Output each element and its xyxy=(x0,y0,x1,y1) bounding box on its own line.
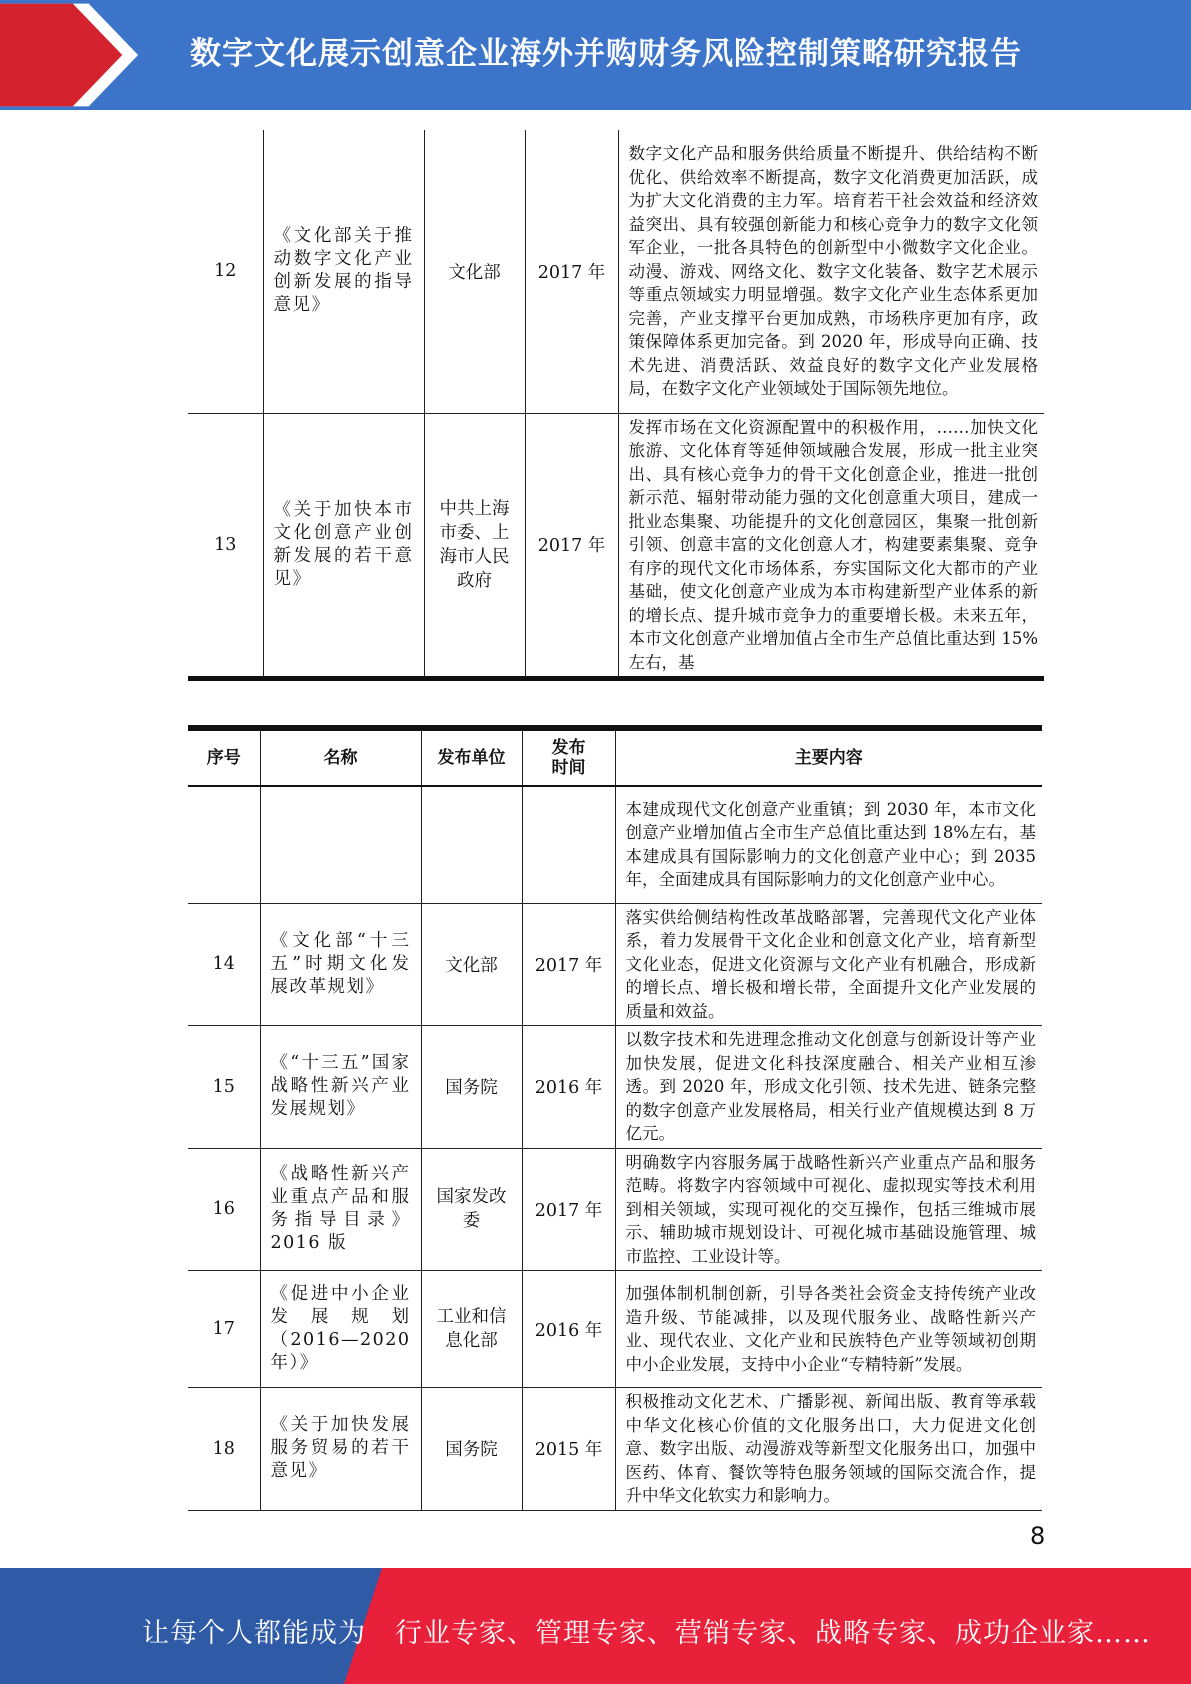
page-header xyxy=(0,0,1191,110)
row-number: 18 xyxy=(188,1388,260,1511)
row-number: 17 xyxy=(188,1271,260,1388)
row-number: 16 xyxy=(188,1148,260,1271)
row-number: 13 xyxy=(188,413,263,679)
policy-year: 2015 年 xyxy=(522,1388,615,1511)
policy-content: 以数字技术和先进理念推动文化创意与创新设计等产业加快发展，促进文化科技深度融合、相关产业相互渗透。到 2020 年，形成文化引领、技术先进、链条完整的数字创意产业发展格局，相关行业产值规模达到 8 万亿元。 xyxy=(615,1026,1042,1149)
policy-issuer xyxy=(421,786,522,903)
policy-content: 明确数字内容服务属于战略性新兴产业重点产品和服务范畴。将数字内容领域中可视化、虚拟现实等技术利用到相关领域，实现可视化的交互操作，包括三维城市展示、辅助城市规划设计、可视化城市基础设施管理、城市监控、工业设计等。 xyxy=(615,1148,1042,1271)
policy-issuer: 工业和信息化部 xyxy=(421,1271,522,1388)
table-row xyxy=(188,786,1042,903)
policy-name xyxy=(260,786,421,903)
column-header-year-line1: 发布 xyxy=(551,738,586,758)
footer-slogan-left: 让每个人都能成为 xyxy=(142,1618,366,1649)
row-number: 12 xyxy=(188,130,263,413)
policy-content: 发挥市场在文化资源配置中的积极作用，……加快文化旅游、文化体育等延伸领域融合发展，形成一批主业突出、具有核心竞争力的骨干文化创意企业，推进一批创新示范、辐射带动能力强的文化创意重大项目，建成一批业态集聚、功能提升的文化创意园区，集聚一批创新引领、创意丰富的文化创意人才，构建要素集聚、竞争有序的现代文化市场体系，夯实国际文化大都市的产业基础，使文化创意产业成为本市构建新型产业体系的新的增长点、提升城市竞争力的重要增长极。未来五年，本市文化创意产业增加值占全市生产总值比重达到 15%左右，基 xyxy=(618,413,1044,679)
policy-year: 2017 年 xyxy=(522,1148,615,1271)
row-number: 15 xyxy=(188,1026,260,1149)
policy-issuer: 国家发改委 xyxy=(421,1148,522,1271)
policy-content: 数字文化产品和服务供给质量不断提升、供给结构不断优化、供给效率不断提高，数字文化消费更加活跃，成为扩大文化消费的主力军。培育若干社会效益和经济效益突出、具有较强创新能力和核心竞争力的数字文化领军企业，一批各具特色的创新型中小微数字文化企业。动漫、游戏、网络文化、数字文化装备、数字艺术展示等重点领域实力明显增强。数字文化产业生态体系更加完善，产业支撑平台更加成熟，市场秩序更加有序，政策保障体系更加完备。到 2020 年，形成导向正确、技术先进、消费活跃、效益良好的数字文化产业发展格局，在数字文化产业领域处于国际领先地位。 xyxy=(618,130,1044,413)
table-row xyxy=(188,1026,1042,1149)
policy-year xyxy=(522,786,615,903)
column-header-number: 序号 xyxy=(188,728,260,786)
column-header-content: 主要内容 xyxy=(615,728,1042,786)
footer-slogan-right: 行业专家、管理专家、营销专家、战略专家、成功企业家…… xyxy=(395,1618,1151,1649)
policy-year: 2017 年 xyxy=(525,130,618,413)
table-row xyxy=(188,1271,1042,1388)
page-footer xyxy=(0,1568,1191,1684)
policy-content: 本建成现代文化创意产业重镇；到 2030 年，本市文化创意产业增加值占全市生产总值比重达到 18%左右，基本建成具有国际影响力的文化创意产业中心；到 2035 年，全面建成具有国际影响力的文化创意产业中心。 xyxy=(615,786,1042,903)
table-row xyxy=(188,903,1042,1026)
policy-content: 加强体制机制创新，引导各类社会资金支持传统产业改造升级、节能减排，以及现代服务业、战略性新兴产业、现代农业、文化产业和民族特色产业等领域初创期中小企业发展，支持中小企业“专精特新”发展。 xyxy=(615,1271,1042,1388)
column-header-year-line2: 时间 xyxy=(551,758,586,778)
report-title: 数字文化展示创意企业海外并购财务风险控制策略研究报告 xyxy=(190,36,1022,72)
policy-name: 《促进中小企业发展规划（2016—2020 年）》 xyxy=(260,1271,421,1388)
policy-name: 《关于加快发展服务贸易的若干意见》 xyxy=(260,1388,421,1511)
policy-name: 《文化部“十三五”时期文化发展改革规划》 xyxy=(260,903,421,1026)
policy-year: 2017 年 xyxy=(525,413,618,679)
policy-content: 落实供给侧结构性改革战略部署，完善现代文化产业体系，着力发展骨干文化企业和创意文化产业，培育新型文化业态，促进文化资源与文化产业有机融合，形成新的增长点、增长极和增长带，全面提升文化产业发展的质量和效益。 xyxy=(615,903,1042,1026)
row-number xyxy=(188,786,260,903)
policy-name: 《战略性新兴产业重点产品和服务指导目录》2016 版 xyxy=(260,1148,421,1271)
policy-name: 《关于加快本市文化创意产业创新发展的若干意见》 xyxy=(263,413,424,679)
page-number: 8 xyxy=(1030,1522,1046,1550)
policy-content: 积极推动文化艺术、广播影视、新闻出版、教育等承载中华文化核心价值的文化服务出口，大力促进文化创意、数字出版、动漫游戏等新型文化服务出口，加强中医药、体育、餐饮等特色服务领域的国际交流合作，提升中华文化软实力和影响力。 xyxy=(615,1388,1042,1511)
column-header-name: 名称 xyxy=(260,728,421,786)
policy-issuer: 中共上海市委、上海市人民政府 xyxy=(424,413,525,679)
table-row xyxy=(188,130,1044,413)
policy-year: 2016 年 xyxy=(522,1271,615,1388)
row-number: 14 xyxy=(188,903,260,1026)
column-header-issuer: 发布单位 xyxy=(421,728,522,786)
policy-table xyxy=(188,725,1042,1511)
table-row xyxy=(188,413,1044,679)
column-header-year xyxy=(522,728,615,786)
policy-year: 2017 年 xyxy=(522,903,615,1026)
table-row xyxy=(188,1388,1042,1511)
policy-issuer: 国务院 xyxy=(421,1026,522,1149)
policy-issuer: 国务院 xyxy=(421,1388,522,1511)
table-header-row xyxy=(188,728,1042,786)
policy-name: 《“十三五”国家战略性新兴产业发展规划》 xyxy=(260,1026,421,1149)
policy-year: 2016 年 xyxy=(522,1026,615,1149)
policy-name: 《文化部关于推动数字文化产业创新发展的指导意见》 xyxy=(263,130,424,413)
policy-issuer: 文化部 xyxy=(424,130,525,413)
policy-issuer: 文化部 xyxy=(421,903,522,1026)
policy-table-continued xyxy=(188,130,1044,681)
table-row xyxy=(188,1148,1042,1271)
header-arrow-decoration xyxy=(0,0,140,110)
